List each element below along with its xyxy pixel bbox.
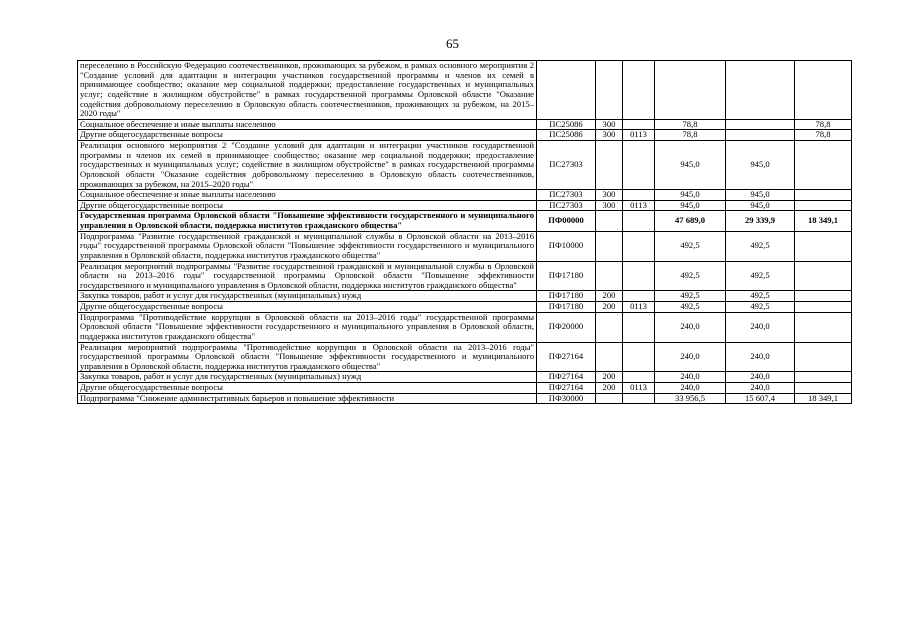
cell-target-code: ПС27303 <box>537 200 596 211</box>
cell-section-code <box>623 231 655 261</box>
cell-amount-3: 18 349,1 <box>795 393 852 404</box>
table-row <box>78 119 852 130</box>
cell-amount-2: 240,0 <box>726 383 795 394</box>
cell-section-code <box>623 372 655 383</box>
cell-amount-3 <box>795 141 852 190</box>
cell-description: Подпрограмма "Снижение административных барьеров и повышение эффективности <box>78 393 537 404</box>
cell-section-code <box>623 342 655 372</box>
cell-amount-2: 945,0 <box>726 200 795 211</box>
cell-description: Подпрограмма "Противодействие коррупции в Орловской области на 2013–2016 годы" государственной программы Орловской области "Повышение эффективности государственного и муниципального управления в Орловской области, поддержка институтов гражданского общества" <box>78 312 537 342</box>
cell-expense-type: 300 <box>596 130 623 141</box>
cell-expense-type <box>596 393 623 404</box>
cell-amount-2: 492,5 <box>726 261 795 291</box>
cell-expense-type: 300 <box>596 119 623 130</box>
cell-amount-2: 492,5 <box>726 302 795 313</box>
cell-expense-type <box>596 211 623 231</box>
cell-section-code: 0113 <box>623 130 655 141</box>
table-row <box>78 342 852 372</box>
cell-target-code: ПФ17180 <box>537 302 596 313</box>
cell-section-code: 0113 <box>623 383 655 394</box>
cell-target-code: ПФ17180 <box>537 261 596 291</box>
cell-expense-type <box>596 61 623 120</box>
cell-amount-2 <box>726 130 795 141</box>
cell-section-code <box>623 190 655 201</box>
cell-amount-3 <box>795 302 852 313</box>
table-row <box>78 302 852 313</box>
cell-amount-3: 78,8 <box>795 130 852 141</box>
cell-amount-total: 945,0 <box>655 200 726 211</box>
cell-amount-2: 240,0 <box>726 342 795 372</box>
cell-section-code <box>623 261 655 291</box>
cell-amount-2: 492,5 <box>726 291 795 302</box>
cell-section-code <box>623 211 655 231</box>
cell-target-code: ПС25086 <box>537 130 596 141</box>
cell-amount-3 <box>795 312 852 342</box>
cell-amount-2: 240,0 <box>726 372 795 383</box>
cell-expense-type: 200 <box>596 291 623 302</box>
cell-amount-3 <box>795 61 852 120</box>
cell-amount-total: 240,0 <box>655 372 726 383</box>
cell-target-code: ПС27303 <box>537 141 596 190</box>
cell-amount-total: 47 689,0 <box>655 211 726 231</box>
cell-expense-type: 200 <box>596 383 623 394</box>
cell-amount-3: 78,8 <box>795 119 852 130</box>
cell-target-code: ПС25086 <box>537 119 596 130</box>
cell-expense-type <box>596 261 623 291</box>
cell-amount-2: 240,0 <box>726 312 795 342</box>
table-row <box>78 141 852 190</box>
cell-target-code: ПФ27164 <box>537 383 596 394</box>
cell-section-code <box>623 61 655 120</box>
cell-amount-2: 15 607,4 <box>726 393 795 404</box>
cell-description: Другие общегосударственные вопросы <box>78 302 537 313</box>
table-row <box>78 393 852 404</box>
cell-amount-2: 492,5 <box>726 231 795 261</box>
table-row <box>78 383 852 394</box>
cell-amount-3 <box>795 261 852 291</box>
budget-table <box>77 60 852 404</box>
cell-amount-2 <box>726 61 795 120</box>
cell-amount-total: 492,5 <box>655 231 726 261</box>
cell-section-code: 0113 <box>623 200 655 211</box>
cell-amount-total: 240,0 <box>655 383 726 394</box>
cell-amount-3: 18 349,1 <box>795 211 852 231</box>
cell-amount-2: 945,0 <box>726 190 795 201</box>
cell-expense-type: 300 <box>596 190 623 201</box>
cell-section-code <box>623 291 655 302</box>
cell-description: Другие общегосударственные вопросы <box>78 200 537 211</box>
cell-expense-type: 300 <box>596 200 623 211</box>
cell-description: Другие общегосударственные вопросы <box>78 383 537 394</box>
cell-amount-3 <box>795 372 852 383</box>
cell-amount-3 <box>795 231 852 261</box>
table-row <box>78 231 852 261</box>
table-body <box>78 61 852 404</box>
cell-expense-type <box>596 312 623 342</box>
table-row <box>78 200 852 211</box>
cell-expense-type: 200 <box>596 372 623 383</box>
cell-description: переселению в Российскую Федерацию соотечественников, проживающих за рубежом, в рамках основного мероприятия 2 "Создание условий для адаптации и интеграции участников государственной программы и членов их семей в принимающее сообщество; оказание мер социальной поддержки; предоставление государственных и муниципальных услуг; содействие в жилищном обустройстве" в рамках государственной программы Орловской области "Оказание содействия добровольному переселению в Орловскую область соотечественников, проживающих за рубежом, на 2015–2020 годы" <box>78 61 537 120</box>
cell-amount-total: 240,0 <box>655 312 726 342</box>
table-row <box>78 291 852 302</box>
cell-amount-total: 492,5 <box>655 302 726 313</box>
cell-amount-3 <box>795 200 852 211</box>
cell-amount-3 <box>795 291 852 302</box>
cell-target-code: ПС27303 <box>537 190 596 201</box>
table-row <box>78 261 852 291</box>
cell-description: Реализация мероприятий подпрограммы "Развитие государственной гражданской и муниципальной службы в Орловской области на 2013–2016 годы" государственной программы Орловской области "Повышение эффективности государственного и муниципального управления в Орловской области, поддержка институтов гражданского общества" <box>78 261 537 291</box>
cell-amount-total: 78,8 <box>655 119 726 130</box>
cell-target-code <box>537 61 596 120</box>
cell-amount-total: 78,8 <box>655 130 726 141</box>
cell-amount-total: 945,0 <box>655 190 726 201</box>
table-row <box>78 372 852 383</box>
cell-description: Реализация основного мероприятия 2 "Создание условий для адаптации и интеграции участников государственной программы и членов их семей в принимающее сообщество; оказание мер социальной поддержки; предоставление государственных и муниципальных услуг; содействие в жилищном обустройстве" в рамках государственной программы Орловской области "Оказание содействия добровольному переселению в Орловскую область соотечественников, проживающих за рубежом, на 2015–2020 годы" <box>78 141 537 190</box>
cell-target-code: ПФ27164 <box>537 342 596 372</box>
cell-amount-total: 945,0 <box>655 141 726 190</box>
cell-section-code <box>623 393 655 404</box>
cell-amount-total: 492,5 <box>655 261 726 291</box>
cell-description: Социальное обеспечение и иные выплаты населению <box>78 190 537 201</box>
page-number: 65 <box>446 36 459 51</box>
cell-amount-2: 945,0 <box>726 141 795 190</box>
cell-expense-type <box>596 231 623 261</box>
table-row <box>78 130 852 141</box>
cell-description: Закупка товаров, работ и услуг для государственных (муниципальных) нужд <box>78 291 537 302</box>
cell-description: Другие общегосударственные вопросы <box>78 130 537 141</box>
table-row <box>78 312 852 342</box>
cell-amount-total: 240,0 <box>655 342 726 372</box>
cell-expense-type <box>596 141 623 190</box>
cell-amount-2 <box>726 119 795 130</box>
cell-section-code: 0113 <box>623 302 655 313</box>
cell-target-code: ПФ10000 <box>537 231 596 261</box>
cell-description: Реализация мероприятий подпрограммы "Противодействие коррупции в Орловской области на 2013–2016 годы" государственной программы Орловской области "Повышение эффективности государственного и муниципального управления в Орловской области, поддержка институтов гражданского общества" <box>78 342 537 372</box>
cell-target-code: ПФ17180 <box>537 291 596 302</box>
cell-amount-3 <box>795 190 852 201</box>
cell-amount-3 <box>795 383 852 394</box>
cell-amount-total <box>655 61 726 120</box>
cell-target-code: ПФ27164 <box>537 372 596 383</box>
table-row <box>78 211 852 231</box>
cell-expense-type: 200 <box>596 302 623 313</box>
cell-description: Подпрограмма "Развитие государственной гражданской и муниципальной службы в Орловской области на 2013–2016 годы" государственной программы Орловской области "Повышение эффективности государственного и муниципального управления в Орловской области, поддержка институтов гражданского общества" <box>78 231 537 261</box>
cell-expense-type <box>596 342 623 372</box>
table-row <box>78 61 852 120</box>
cell-section-code <box>623 312 655 342</box>
cell-amount-2: 29 339,9 <box>726 211 795 231</box>
cell-target-code: ПФ20000 <box>537 312 596 342</box>
cell-description: Закупка товаров, работ и услуг для государственных (муниципальных) нужд <box>78 372 537 383</box>
cell-section-code <box>623 141 655 190</box>
cell-amount-total: 33 956,5 <box>655 393 726 404</box>
cell-amount-total: 492,5 <box>655 291 726 302</box>
cell-section-code <box>623 119 655 130</box>
cell-description: Социальное обеспечение и иные выплаты населению <box>78 119 537 130</box>
cell-target-code: ПФ30000 <box>537 393 596 404</box>
cell-target-code: ПФ00000 <box>537 211 596 231</box>
cell-amount-3 <box>795 342 852 372</box>
cell-description: Государственная программа Орловской области "Повышение эффективности государственного и муниципального управления в Орловской области, поддержка институтов гражданского общества" <box>78 211 537 231</box>
table-row <box>78 190 852 201</box>
